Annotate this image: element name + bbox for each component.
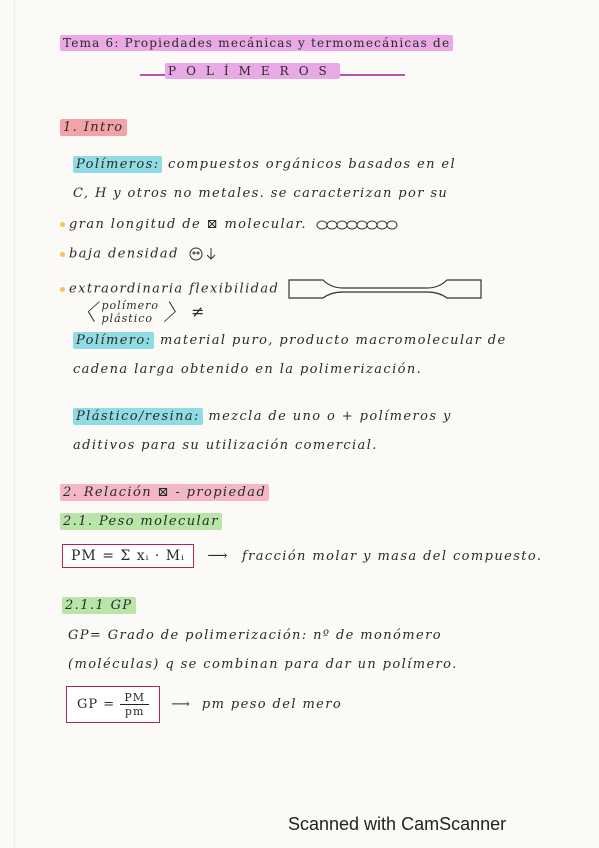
right-angle-bracket: 〉 xyxy=(163,301,187,326)
gp-formula-box: GP = $\frac{PM}{pm}$ xyxy=(66,686,160,723)
section-heading-intro: 1. Intro xyxy=(60,120,127,135)
gp-definition: GP= Grado de polimerización: nº de monómero xyxy=(68,628,442,643)
pm-formula-row: PM = Σ xᵢ · Mᵢ ⟶ fracción molar y masa del compuesto. xyxy=(62,548,542,564)
gp-fraction: $\frac{PM}{pm}$ xyxy=(120,691,149,718)
arrow-icon: ⟶ xyxy=(207,548,229,564)
polimero-definition: Polímero: material puro, producto macromolecular de xyxy=(73,333,507,348)
polymer-vs-plastic-comparison: 〈 polímero plástico 〉 ≠ xyxy=(74,298,206,326)
subsection-heading-peso-molecular: 2.1. Peso molecular xyxy=(60,514,222,529)
plastico-definition: Plástico/resina: mezcla de uno o + polímeros y xyxy=(73,409,452,424)
polimero-definition-line2: cadena larga obtenido en la polimerización. xyxy=(73,362,423,377)
dogbone-specimen-icon xyxy=(287,278,483,300)
arrow-icon: ⟶ xyxy=(171,697,191,712)
bullet-item: gran longitud de ⊠ molecular. xyxy=(60,217,398,232)
section-heading-relacion: 2. Relación ⊠ - propiedad xyxy=(60,485,269,500)
polimeros-definition: Polímeros: compuestos orgánicos basados en el xyxy=(73,157,456,172)
density-down-icon xyxy=(188,246,218,262)
polimeros-definition-line2: C, H y otros no metales. se caracterizan por su xyxy=(73,186,449,201)
plastico-definition-line2: aditivos para su utilización comercial. xyxy=(73,438,378,453)
gp-definition-line2: (moléculas) q se combinan para dar un polímero. xyxy=(68,657,458,672)
bullet-dot-icon xyxy=(60,287,65,292)
camscanner-watermark: Scanned with CamScanner xyxy=(288,814,507,834)
chain-drawing-icon xyxy=(316,219,398,231)
bullet-item: baja densidad xyxy=(60,246,218,262)
gp-formula-row: GP = $\frac{PM}{pm}$ ⟶ pm peso del mero xyxy=(66,686,342,723)
margin-line xyxy=(14,0,15,848)
page-title: Tema 6: Propiedades mecánicas y termomecánicas de xyxy=(60,36,453,50)
pm-formula-box: PM = Σ xᵢ · Mᵢ xyxy=(62,544,194,568)
bullet-item: extraordinaria flexibilidad xyxy=(60,278,483,300)
page-subtitle: POLÍMEROS xyxy=(165,64,340,78)
bullet-dot-icon xyxy=(60,222,65,227)
bullet-dot-icon xyxy=(60,252,65,257)
left-angle-bracket: 〈 xyxy=(74,301,98,326)
subsection-heading-gp: 2.1.1 GP xyxy=(62,598,136,613)
